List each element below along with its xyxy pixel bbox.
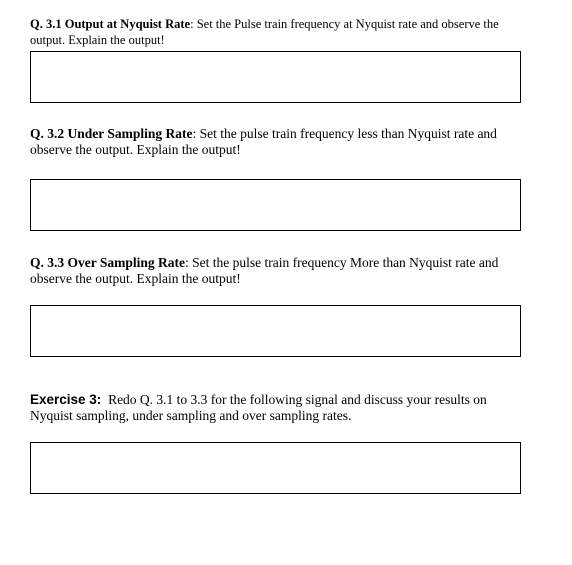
exercise-3-text: Redo Q. 3.1 to 3.3 for the following signal and discuss your results on Nyquist sampling, under sampling and over sampling rates. [30, 392, 491, 423]
question-3-3-text: : Set the pulse train frequency More than Nyquist rate and observe the output. Explain the output! [30, 255, 499, 286]
question-3-2 [30, 126, 525, 158]
exercise-3-label: Exercise 3: [30, 392, 102, 407]
question-3-2-text: : Set the pulse train frequency less than Nyquist rate and observe the output. Explain the output! [30, 126, 497, 157]
question-3-1-label: Q. 3.1 Output at Nyquist Rate [30, 17, 191, 31]
question-3-1 [30, 16, 525, 48]
answer-box-3-1[interactable] [30, 51, 521, 103]
question-3-3 [30, 255, 525, 287]
question-3-1-text: : Set the Pulse train frequency at Nyquist rate and observe the output. Explain the output! [30, 17, 499, 47]
exercise-3 [30, 392, 525, 424]
question-3-3-label: Q. 3.3 Over Sampling Rate [30, 255, 185, 270]
answer-box-3-2[interactable] [30, 179, 521, 231]
answer-box-exercise-3[interactable] [30, 442, 521, 494]
question-3-2-label: Q. 3.2 Under Sampling Rate [30, 126, 193, 141]
answer-box-3-3[interactable] [30, 305, 521, 357]
